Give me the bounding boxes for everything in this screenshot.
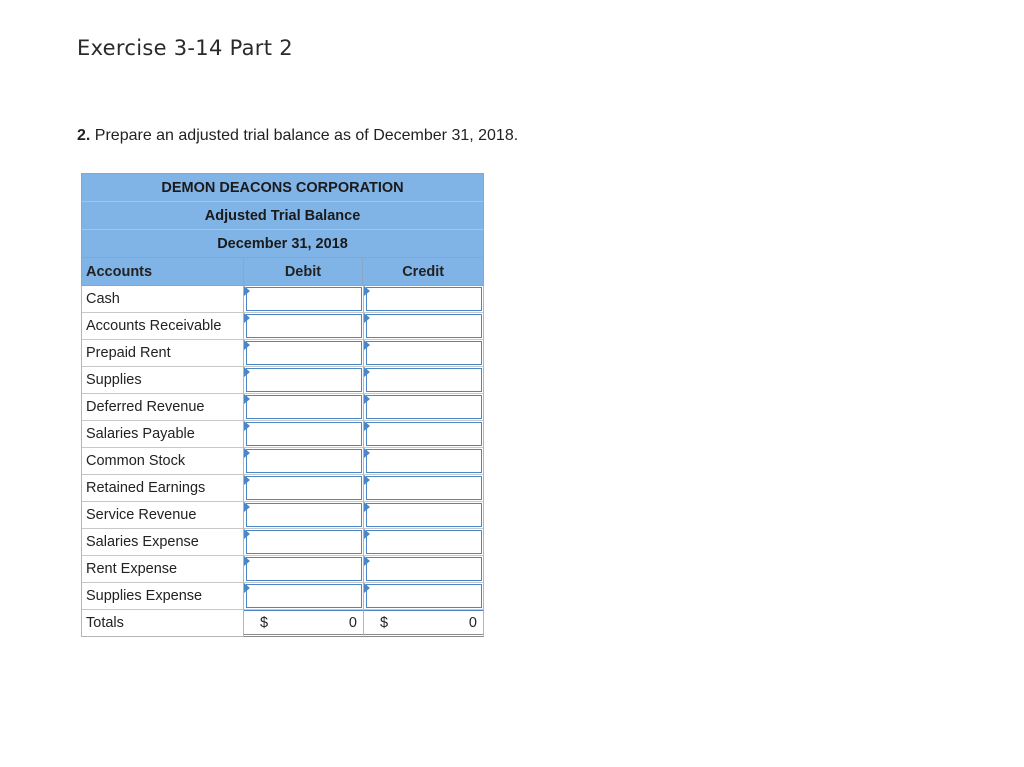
dropdown-marker-icon[interactable]	[364, 340, 370, 350]
account-name: Common Stock	[82, 448, 244, 475]
credit-cell	[364, 313, 484, 340]
debit-cell	[244, 583, 364, 610]
credit-input[interactable]	[366, 530, 482, 554]
account-name: Service Revenue	[82, 502, 244, 529]
credit-input[interactable]	[366, 287, 482, 311]
credit-input[interactable]	[366, 341, 482, 365]
table-row	[81, 313, 484, 340]
table-row	[81, 583, 484, 610]
debit-total-currency: $	[260, 614, 269, 631]
account-name: Deferred Revenue	[82, 394, 244, 421]
debit-input[interactable]	[246, 530, 362, 554]
credit-input[interactable]	[366, 584, 482, 608]
dropdown-marker-icon[interactable]	[364, 583, 370, 593]
debit-cell	[244, 529, 364, 556]
question-number: 2.	[77, 127, 91, 144]
debit-cell	[244, 421, 364, 448]
accounts-column-header: Accounts	[82, 258, 244, 285]
credit-cell	[364, 367, 484, 394]
credit-cell	[364, 529, 484, 556]
company-name: DEMON DEACONS CORPORATION	[81, 173, 484, 201]
credit-cell	[364, 286, 484, 313]
dropdown-marker-icon[interactable]	[364, 421, 370, 431]
dropdown-marker-icon[interactable]	[244, 367, 250, 377]
account-name: Retained Earnings	[82, 475, 244, 502]
credit-total-currency: $	[380, 614, 389, 631]
credit-cell	[364, 475, 484, 502]
dropdown-marker-icon[interactable]	[364, 475, 370, 485]
dropdown-marker-icon[interactable]	[364, 448, 370, 458]
account-name: Accounts Receivable	[82, 313, 244, 340]
credit-cell	[364, 583, 484, 610]
dropdown-marker-icon[interactable]	[364, 529, 370, 539]
table-row	[81, 286, 484, 313]
account-name: Prepaid Rent	[82, 340, 244, 367]
credit-input[interactable]	[366, 557, 482, 581]
debit-cell	[244, 448, 364, 475]
debit-input[interactable]	[246, 368, 362, 392]
statement-name: Adjusted Trial Balance	[81, 201, 484, 229]
totals-label: Totals	[82, 610, 244, 637]
credit-cell	[364, 556, 484, 583]
debit-cell	[244, 313, 364, 340]
table-row	[81, 529, 484, 556]
credit-input[interactable]	[366, 395, 482, 419]
credit-cell	[364, 394, 484, 421]
dropdown-marker-icon[interactable]	[244, 556, 250, 566]
credit-cell	[364, 448, 484, 475]
debit-input[interactable]	[246, 503, 362, 527]
debit-input[interactable]	[246, 584, 362, 608]
debit-cell	[244, 340, 364, 367]
dropdown-marker-icon[interactable]	[244, 475, 250, 485]
table-row	[81, 367, 484, 394]
debit-cell	[244, 394, 364, 421]
credit-input[interactable]	[366, 314, 482, 338]
debit-cell	[244, 502, 364, 529]
table-row	[81, 340, 484, 367]
table-row	[81, 556, 484, 583]
debit-input[interactable]	[246, 557, 362, 581]
debit-total	[244, 610, 364, 637]
dropdown-marker-icon[interactable]	[244, 286, 250, 296]
debit-cell	[244, 475, 364, 502]
dropdown-marker-icon[interactable]	[364, 394, 370, 404]
debit-total-value: 0	[348, 614, 357, 631]
question-text: Prepare an adjusted trial balance as of December 31, 2018.	[90, 127, 519, 144]
dropdown-marker-icon[interactable]	[244, 529, 250, 539]
credit-input[interactable]	[366, 422, 482, 446]
account-name: Cash	[82, 286, 244, 313]
account-rows	[81, 286, 484, 610]
debit-cell	[244, 556, 364, 583]
dropdown-marker-icon[interactable]	[364, 367, 370, 377]
account-name: Supplies	[82, 367, 244, 394]
table-row	[81, 502, 484, 529]
credit-input[interactable]	[366, 449, 482, 473]
debit-input[interactable]	[246, 341, 362, 365]
credit-column-header: Credit	[402, 263, 445, 280]
debit-input[interactable]	[246, 449, 362, 473]
debit-input[interactable]	[246, 395, 362, 419]
credit-cell	[364, 421, 484, 448]
dropdown-marker-icon[interactable]	[244, 313, 250, 323]
debit-input[interactable]	[246, 287, 362, 311]
dropdown-marker-icon[interactable]	[364, 313, 370, 323]
credit-total	[364, 610, 484, 637]
table-row	[81, 448, 484, 475]
debit-cell	[244, 286, 364, 313]
dropdown-marker-icon[interactable]	[244, 502, 250, 512]
credit-cell	[364, 502, 484, 529]
debit-column-header: Debit	[244, 258, 364, 285]
dropdown-marker-icon[interactable]	[244, 583, 250, 593]
debit-cell	[244, 367, 364, 394]
account-name: Supplies Expense	[82, 583, 244, 610]
credit-input[interactable]	[366, 476, 482, 500]
dropdown-marker-icon[interactable]	[244, 448, 250, 458]
account-name: Salaries Payable	[82, 421, 244, 448]
debit-input[interactable]	[246, 476, 362, 500]
account-name: Salaries Expense	[82, 529, 244, 556]
dropdown-marker-icon[interactable]	[364, 556, 370, 566]
dropdown-marker-icon[interactable]	[364, 502, 370, 512]
credit-input[interactable]	[366, 368, 482, 392]
credit-cell	[364, 340, 484, 367]
table-row	[81, 475, 484, 502]
account-name: Rent Expense	[82, 556, 244, 583]
column-header-row	[81, 257, 484, 286]
debit-input[interactable]	[246, 314, 362, 338]
dropdown-marker-icon[interactable]	[364, 286, 370, 296]
dropdown-marker-icon[interactable]	[244, 421, 250, 431]
debit-input[interactable]	[246, 422, 362, 446]
totals-row	[81, 610, 484, 637]
credit-input[interactable]	[366, 503, 482, 527]
dropdown-marker-icon[interactable]	[244, 340, 250, 350]
statement-date: December 31, 2018	[81, 229, 484, 257]
credit-total-value: 0	[468, 614, 477, 631]
table-row	[81, 421, 484, 448]
table-row	[81, 394, 484, 421]
page-title: Exercise 3-14 Part 2	[77, 36, 293, 60]
trial-balance-table	[81, 173, 484, 637]
question-prompt	[77, 127, 518, 145]
dropdown-marker-icon[interactable]	[244, 394, 250, 404]
